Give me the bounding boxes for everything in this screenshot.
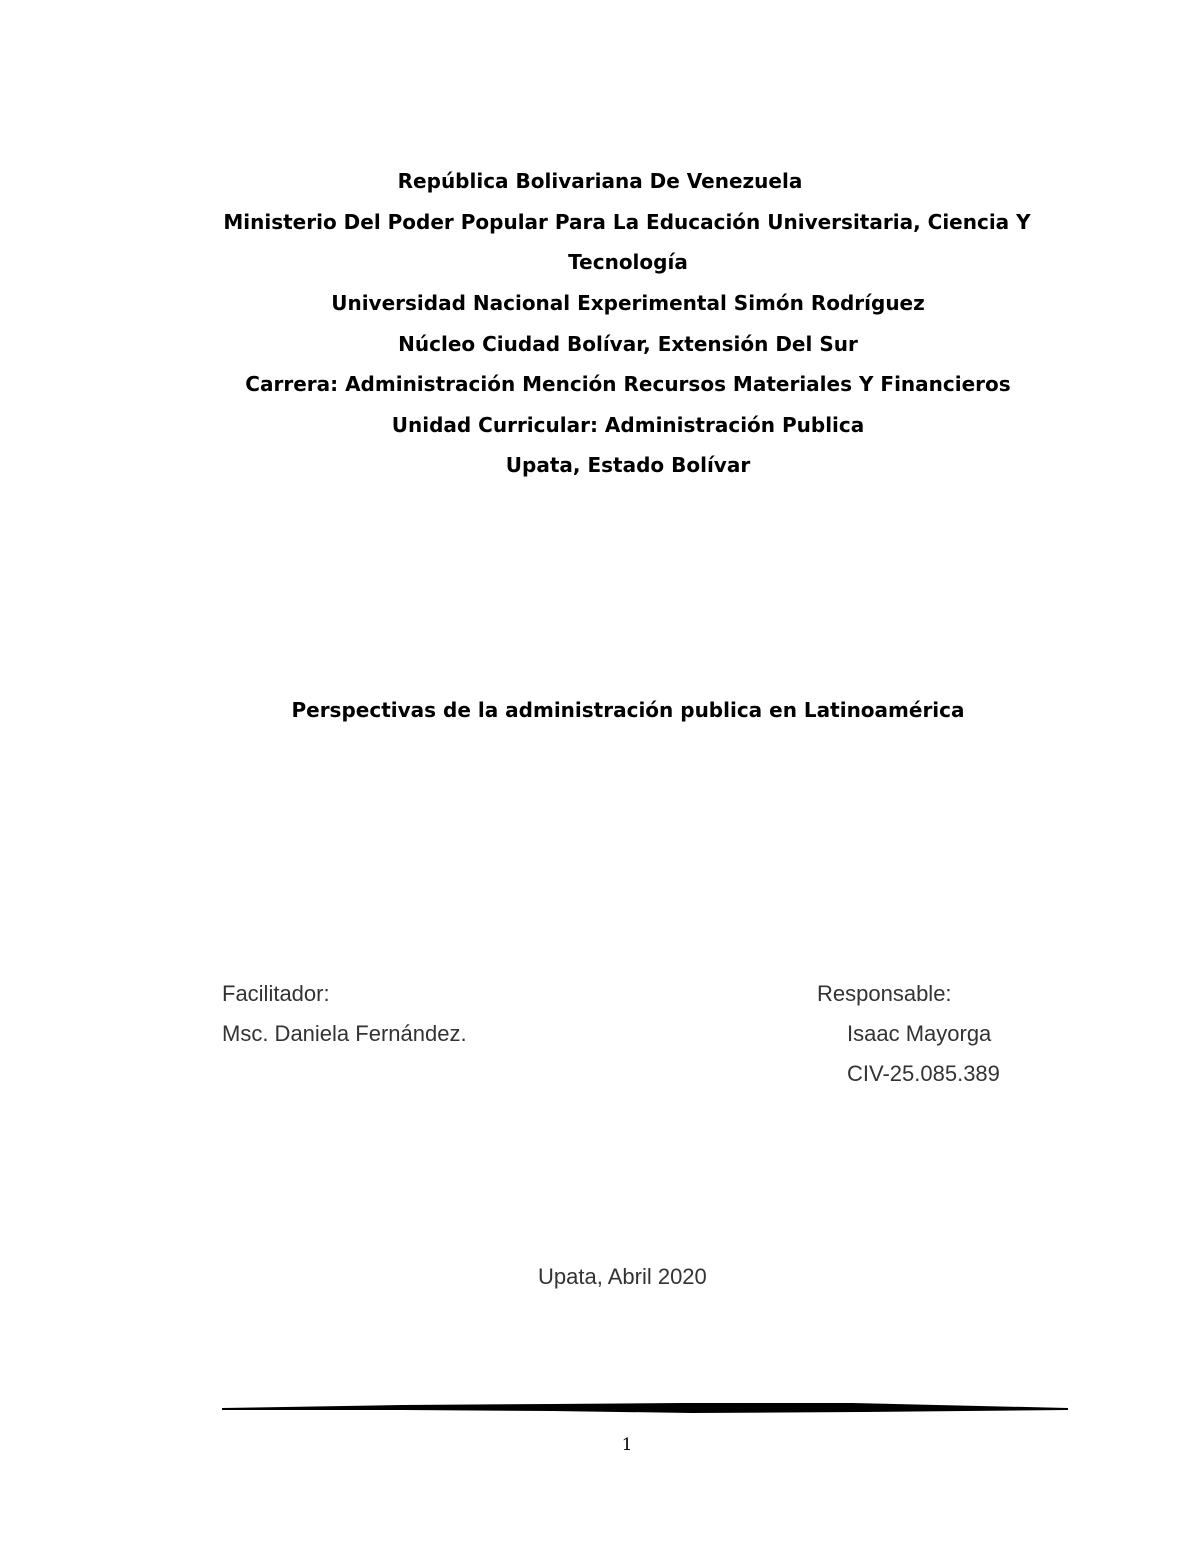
header-line-university: Universidad Nacional Experimental Simón Rodríguez	[331, 291, 925, 315]
facilitator-label: Facilitador:	[222, 981, 330, 1006]
header-line-campus: Núcleo Ciudad Bolívar, Extensión Del Sur	[398, 332, 858, 356]
place-date: Upata, Abril 2020	[538, 1264, 707, 1289]
document-title: Perspectivas de la administración publica en Latinoamérica	[291, 698, 965, 722]
header-line-ministry-cont: Tecnología	[568, 250, 688, 274]
header-line-course: Unidad Curricular: Administración Publica	[391, 413, 865, 437]
page-number: 1	[621, 1435, 633, 1455]
responsible-label: Responsable:	[817, 981, 952, 1006]
header-line-republic: República Bolivariana De Venezuela	[397, 169, 803, 193]
footer-divider	[222, 1402, 1068, 1416]
responsible-id: CIV-25.085.389	[847, 1061, 1000, 1086]
header-line-career: Carrera: Administración Mención Recursos Materiales Y Financieros	[245, 372, 1011, 396]
header-line-location: Upata, Estado Bolívar	[505, 453, 751, 477]
facilitator-name: Msc. Daniela Fernández.	[222, 1021, 467, 1046]
responsible-name: Isaac Mayorga	[847, 1021, 992, 1046]
header-line-ministry: Ministerio Del Poder Popular Para La Educación Universitaria, Ciencia Y	[223, 210, 1031, 234]
